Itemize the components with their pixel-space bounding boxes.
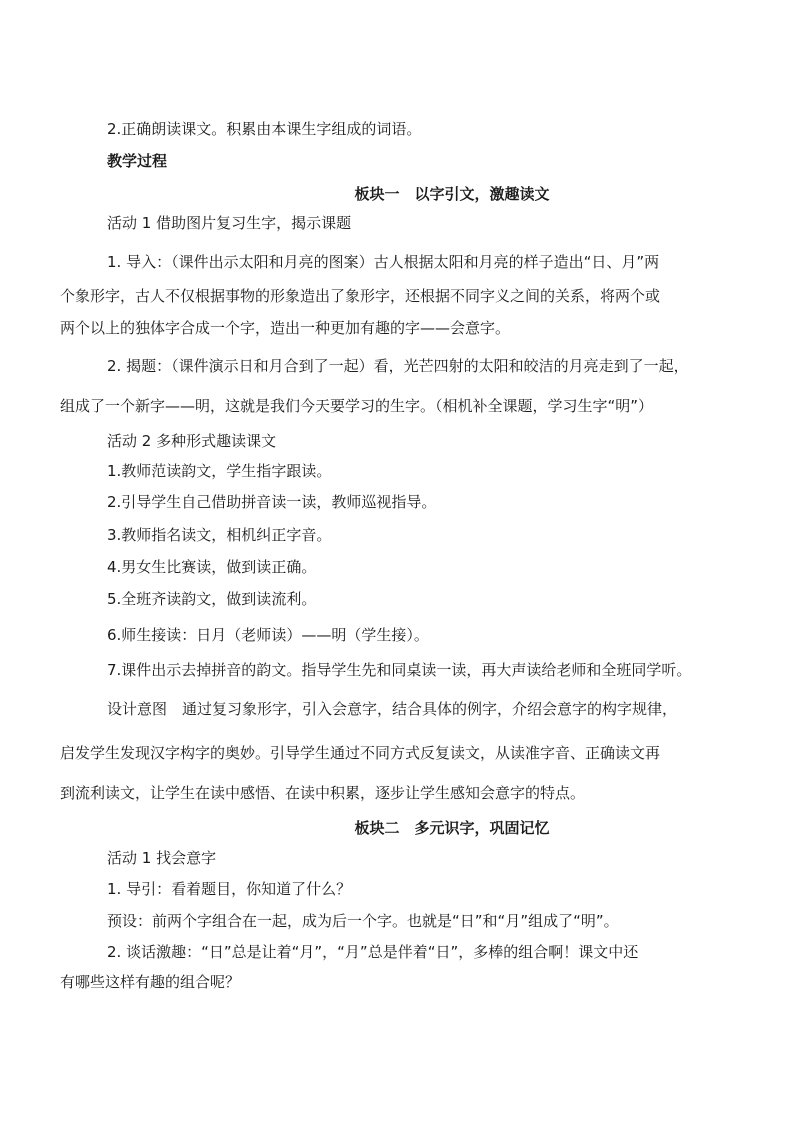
design-intent-line-2: 启发学生发现汉字构字的奥妙。引导学生通过不同方式反复读文，从读准字音、正确读文再 <box>60 744 661 762</box>
paragraph-intro-line-3: 两个以上的独体字合成一个字，造出一种更加有趣的字——会意字。 <box>60 319 511 337</box>
step-1: 1.教师范读韵文，学生指字跟读。 <box>107 462 332 480</box>
step-3: 3.教师指名读文，相机纠正字音。 <box>107 526 332 544</box>
activity-2-title: 活动 2 多种形式趣读课文 <box>107 432 277 450</box>
step-4: 4.男女生比赛读，做到读正确。 <box>107 558 317 576</box>
step-7: 7.课件出示去掉拼音的韵文。指导学生先和同桌读一读，再大声读给老师和全班同学听。 <box>107 661 692 679</box>
preset-answer: 预设：前两个字组合在一起，成为后一个字。也就是“日”和“月”组成了“明”。 <box>107 912 619 930</box>
step-5: 5.全班齐读韵文，做到读流利。 <box>107 590 317 608</box>
paragraph-intro-line-1: 1. 导入：（课件出示太阳和月亮的图案）古人根据太阳和月亮的样子造出“日、月”两 <box>107 253 660 271</box>
block-2-title: 板块二 多元识字，巩固记忆 <box>354 819 550 837</box>
talk-line-1: 2. 谈话激趣：“日”总是让着“月”，“月”总是伴着“日”，多棒的组合啊！课文中还 <box>107 943 639 961</box>
guide-question: 1. 导引：看着题目，你知道了什么？ <box>107 880 352 898</box>
paragraph-reveal-line-2: 组成了一个新字——明，这就是我们今天要学习的生字。（相机补全课题，学习生字“明”） <box>60 397 654 415</box>
design-intent-line-3: 到流利读文，让学生在读中感悟、在读中积累，逐步让学生感知会意字的特点。 <box>60 784 586 802</box>
step-2: 2.引导学生自己借助拼音读一读，教师巡视指导。 <box>107 493 437 511</box>
block-1-title: 板块一 以字引文，激趣读文 <box>354 185 550 203</box>
paragraph-reveal-line-1: 2. 揭题：（课件演示日和月合到了一起）看，光芒四射的太阳和皎洁的月亮走到了一起， <box>107 357 689 375</box>
section-heading: 教学过程 <box>107 152 168 170</box>
paragraph-intro-line-2: 个象形字，古人不仅根据事物的形象造出了象形字，还根据不同字义之间的关系，将两个或 <box>60 287 661 305</box>
step-6: 6.师生接读：日月（老师读）——明（学生接）。 <box>107 626 429 644</box>
activity-1b-title: 活动 1 找会意字 <box>107 849 217 867</box>
objective-2: 2.正确朗读课文。积累由本课生字组成的词语。 <box>107 120 422 138</box>
activity-1-title: 活动 1 借助图片复习生字，揭示课题 <box>107 214 352 232</box>
design-intent-line-1: 设计意图 通过复习象形字，引入会意字，结合具体的例字，介绍会意字的构字规律， <box>107 700 678 718</box>
talk-line-2: 有哪些这样有趣的组合呢？ <box>60 973 241 991</box>
